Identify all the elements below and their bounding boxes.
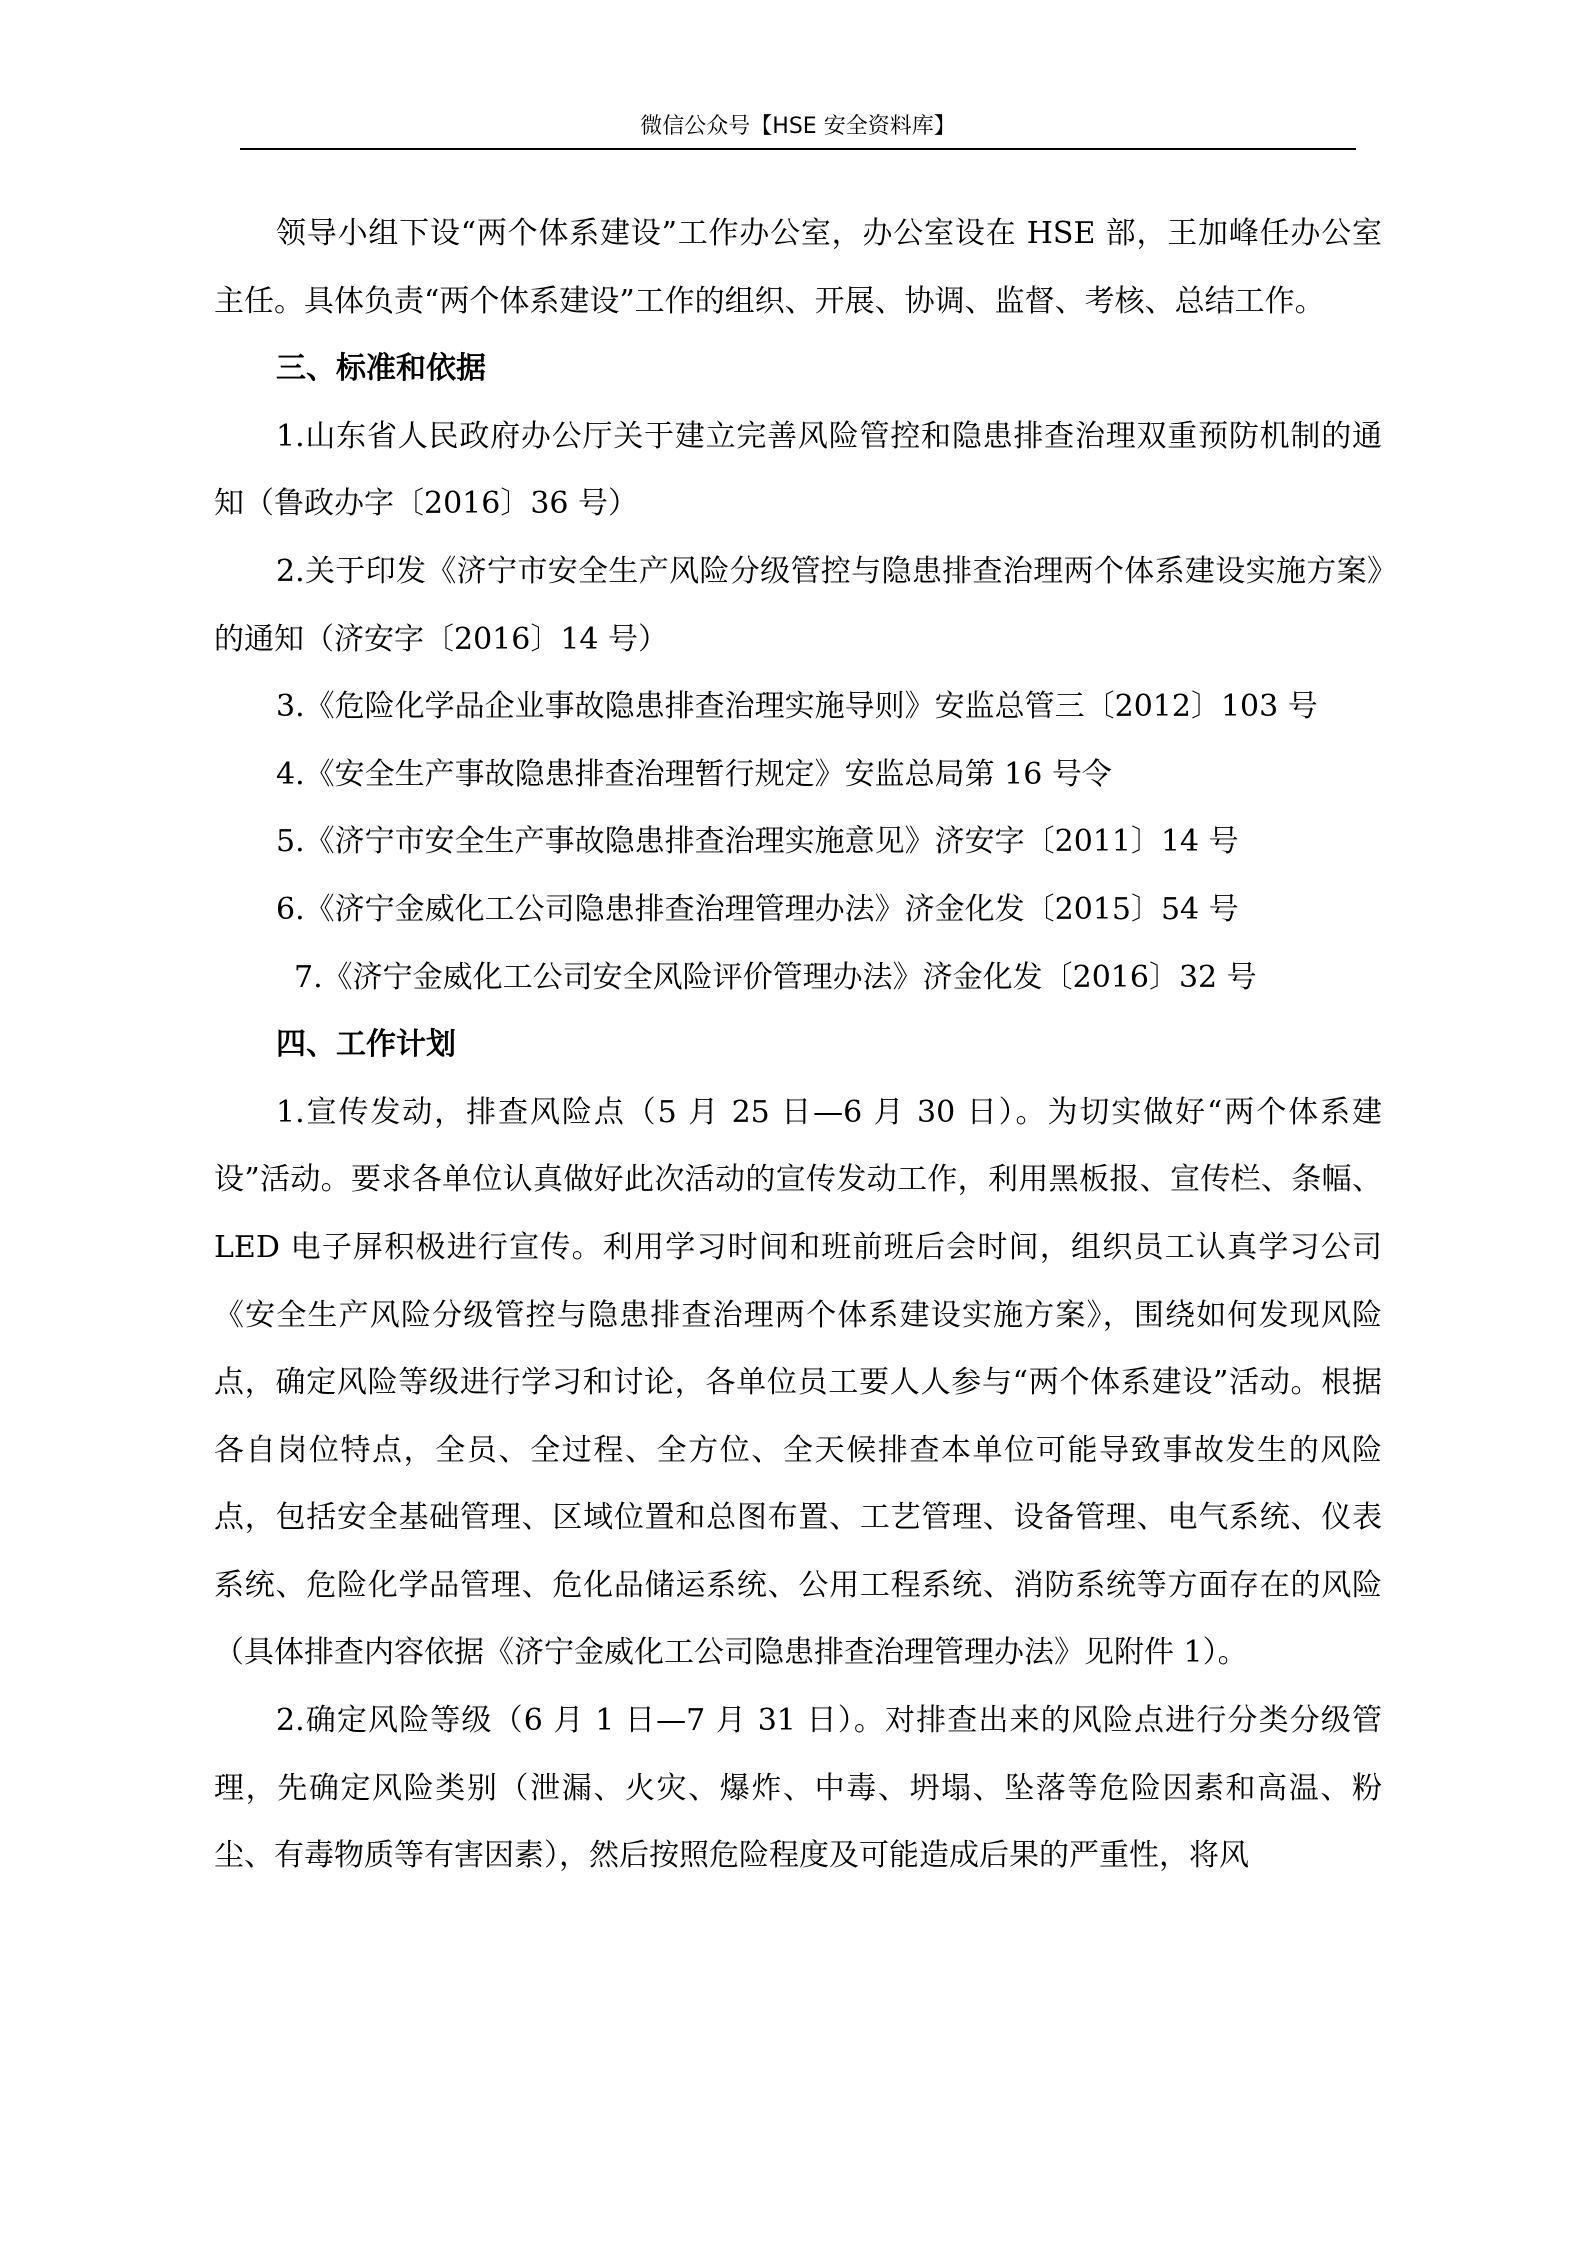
standard-item-5: 5.《济宁市安全生产事故隐患排查治理实施意见》济安字〔2011〕14 号 [276,824,1239,860]
document-body [214,200,1382,1890]
standard-item-6: 6.《济宁金威化工公司隐患排查治理管理办法》济金化发〔2015〕54 号 [276,891,1239,927]
intro-paragraph: 领导小组下设“两个体系建设”工作办公室，办公室设在 HSE 部，王加峰任办公室主任。具体负责“两个体系建设”工作的组织、开展、协调、监督、考核、总结工作。 [214,216,1382,319]
standard-item-1: 1.山东省人民政府办公厅关于建立完善风险管控和隐患排查治理双重预防机制的通知（鲁政办字〔2016〕36 号） [214,418,1382,522]
standard-item-2: 2.关于印发《济宁市安全生产风险分级管控与隐患排查治理两个体系建设实施方案》的通知（济安字〔2016〕14 号） [214,553,1382,657]
work-plan-paragraph-2: 2.确定风险等级（6 月 1 日—7 月 31 日）。对排查出来的风险点进行分类分级管理，先确定风险类别（泄漏、火灾、爆炸、中毒、坍塌、坠落等危险因素和高温、粉尘、有毒物质等有害因素），然后按照危险程度及可能造成后果的严重性，将风 [214,1703,1382,1874]
section-heading-standards: 三、标准和依据 [276,351,486,387]
header-divider [240,148,1356,150]
standard-item-7: 7.《济宁金威化工公司安全风险评价管理办法》济金化发〔2016〕32 号 [294,959,1257,995]
standard-item-3: 3.《危险化学品企业事故隐患排查治理实施导则》安监总管三〔2012〕103 号 [276,689,1318,725]
standard-item-4: 4.《安全生产事故隐患排查治理暂行规定》安监总局第 16 号令 [276,756,1112,792]
section-heading-work-plan: 四、工作计划 [276,1027,456,1063]
work-plan-paragraph-1: 1.宣传发动，排查风险点（5 月 25 日—6 月 30 日）。为切实做好“两个体系建设”活动。要求各单位认真做好此次活动的宣传发动工作，利用黑板报、宣传栏、条幅、LED 电子屏积极进行宣传。利用学习时间和班前班后会时间，组织员工认真学习公司《安全生产风险分级管控与隐患排查治理两个体系建设实施方案》，围绕如何发现风险点，确定风险等级进行学习和讨论，各单位员工要人人参与“两个体系建设”活动。根据各自岗位特点，全员、全过程、全方位、全天候排查本单位可能导致事故发生的风险点，包括安全基础管理、区域位置和总图布置、工艺管理、设备管理、电气系统、仪表系统、危险化学品管理、危化品储运系统、公用工程系统、消防系统等方面存在的风险（具体排查内容依据《济宁金威化工公司隐患排查治理管理办法》见附件 1）。 [214,1094,1382,1671]
page-header: 微信公众号【HSE 安全资料库】 [640,114,956,139]
